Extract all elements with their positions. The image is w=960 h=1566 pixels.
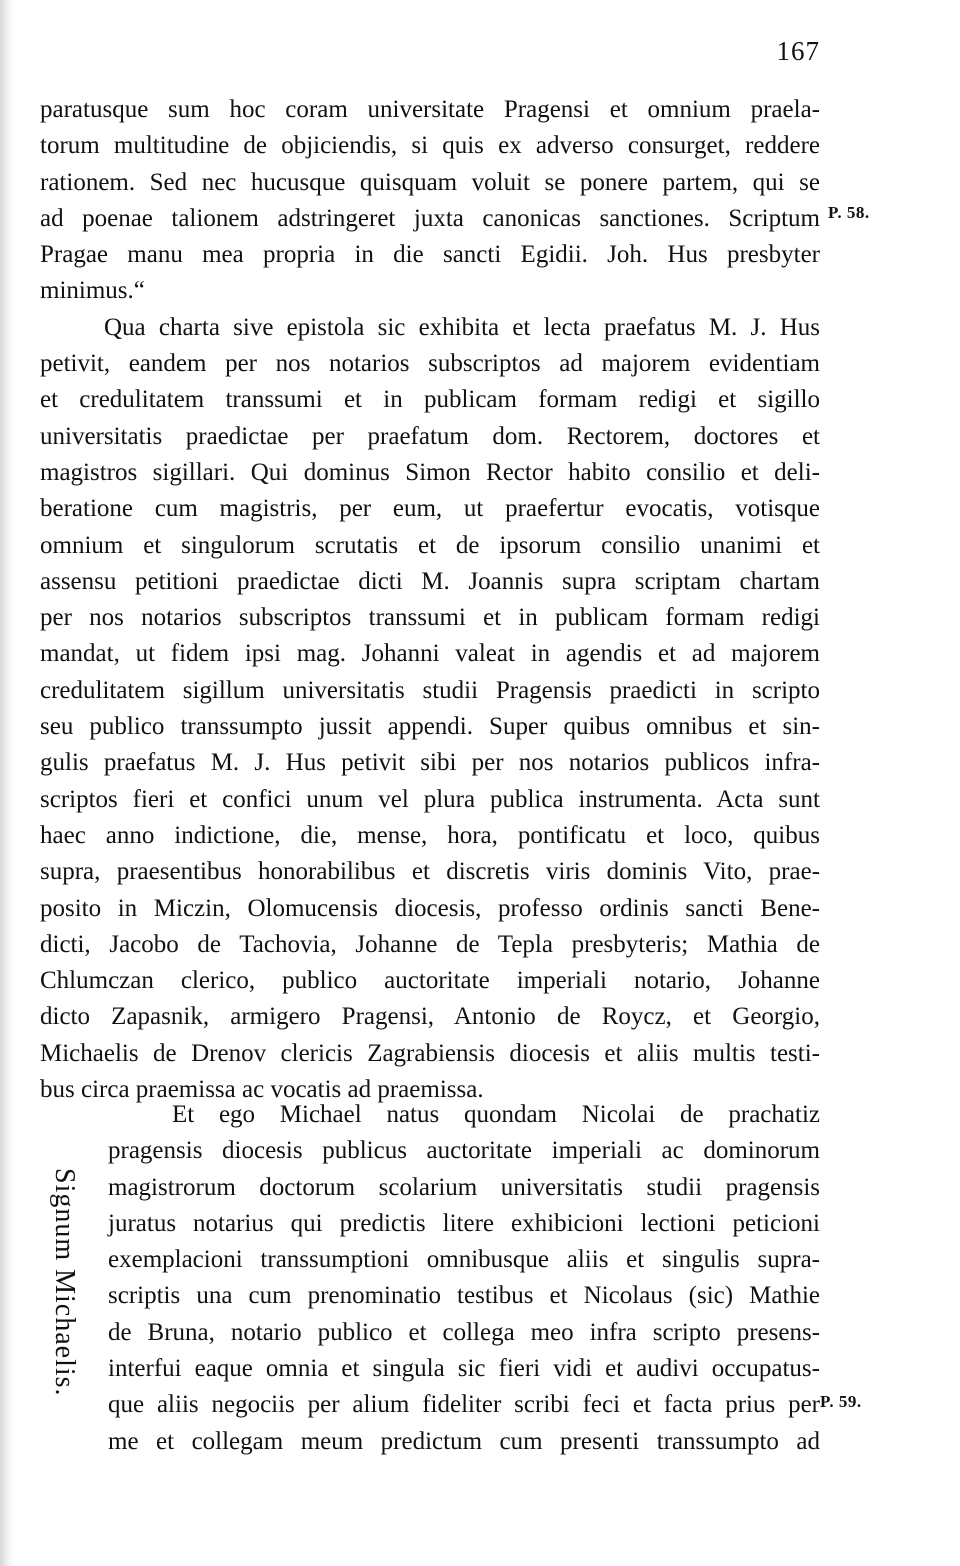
text-line: ad poenae talionem adstringeret juxta canonicas sanctiones. Scriptum (40, 204, 820, 232)
notary-line: que aliis negociis per alium fideliter scribi feci et facta prius per (108, 1391, 820, 1419)
text-line: mandat, ut fidem ipsi mag. Johanni valeat in agendis et ad majorem (40, 640, 820, 668)
notary-line: de Bruna, notario publico et collega meo infra scripto presens- (108, 1318, 820, 1346)
notary-line: Et ego Michael natus quondam Nicolai de prachatiz (172, 1101, 820, 1128)
text-line: dicti, Jacobo de Tachovia, Johanne de Tepla presbyteris; Mathia de (40, 930, 820, 958)
text-line: omnium et singulorum scrutatis et de ipsorum consilio unanimi et (40, 531, 820, 559)
text-line: scriptos fieri et confici unum vel plura publica instrumenta. Acta sunt (40, 785, 820, 813)
text-line: beratione cum magistris, per eum, ut praefertur evocatis, votisque (40, 495, 820, 523)
notary-line: interfui eaque omnia et singula sic fieri vidi et audivi occupatus- (108, 1355, 820, 1383)
text-line: Michaelis de Drenov clericis Zagrabiensis diocesis et aliis multis testi- (40, 1039, 820, 1067)
page-number: 167 (776, 36, 820, 66)
text-line: torum multitudine de objiciendis, si quis ex adverso consurget, reddere (40, 132, 820, 160)
text-line: supra, praesentibus honorabilibus et discretis viris dominis Vito, prae- (40, 858, 820, 886)
text-line: petivit, eandem per nos notarios subscriptos ad majorem evidentiam (40, 350, 820, 378)
signum-vertical-label: Signum Michaelis. (49, 1168, 80, 1397)
text-line: bus circa praemissa ac vocatis ad praemissa. (40, 1076, 484, 1104)
text-line: et credulitatem transsumi et in publicam formam redigi et sigillo (40, 386, 820, 414)
text-line: credulitatem sigillum universitatis studii Pragensis praedicti in scripto (40, 676, 820, 704)
text-line: paratusque sum hoc coram universitate Pragensi et omnium praela- (40, 96, 820, 123)
text-line: haec anno indictione, die, mense, hora, pontificatu et loco, quibus (40, 821, 820, 849)
text-line: assensu petitioni praedictae dicti M. Joannis supra scriptam chartam (40, 567, 820, 595)
text-line: Qua charta sive epistola sic exhibita et lecta praefatus M. J. Hus (104, 313, 820, 341)
text-line: Pragae manu mea propria in die sancti Egidii. Joh. Hus presbyter (40, 241, 820, 269)
notary-line: scriptis una cum prenominatio testibus et Nicolaus (sic) Mathie (108, 1282, 820, 1310)
margin-page-ref: P. 59. (820, 1392, 862, 1411)
text-line: rationem. Sed nec hucusque quisquam voluit se ponere partem, qui se (40, 168, 820, 196)
text-line: posito in Miczin, Olomucensis diocesis, professo ordinis sancti Bene- (40, 894, 820, 922)
notary-line: me et collegam meum predictum cum presenti transsumpto ad (108, 1427, 820, 1455)
notary-line: exemplacioni transsumptioni omnibusque aliis et singulis supra- (108, 1246, 820, 1274)
text-line: Chlumczan clerico, publico auctoritate imperiali notario, Johanne (40, 967, 820, 995)
text-line: per nos notarios subscriptos transsumi et in publicam formam redigi (40, 604, 820, 632)
notary-line: magistrorum doctorum scolarium universitatis studii pragensis (108, 1173, 820, 1201)
scan-edge-shadow (0, 0, 14, 1566)
notary-subscription-block (108, 1097, 820, 1460)
margin-page-ref: P. 58. (828, 203, 870, 222)
notary-line: pragensis diocesis publicus auctoritate imperiali ac dominorum (108, 1137, 820, 1165)
text-line: gulis praefatus M. J. Hus petivit sibi per nos notarios publicos infra- (40, 749, 820, 777)
text-line: universitatis praedictae per praefatum dom. Rectorem, doctores et (40, 422, 820, 450)
text-line: seu publico transsumpto jussit appendi. Super quibus omnibus et sin- (40, 713, 820, 741)
notary-line: juratus notarius qui predictis litere exhibicioni lectioni peticioni (108, 1209, 820, 1237)
text-line: dicto Zapasnik, armigero Pragensi, Antonio de Roycz, et Georgio, (40, 1003, 820, 1031)
text-line: minimus.“ (40, 277, 145, 305)
text-line: magistros sigillari. Qui dominus Simon Rector habito consilio et deli- (40, 458, 820, 486)
main-text-block (40, 92, 820, 1108)
